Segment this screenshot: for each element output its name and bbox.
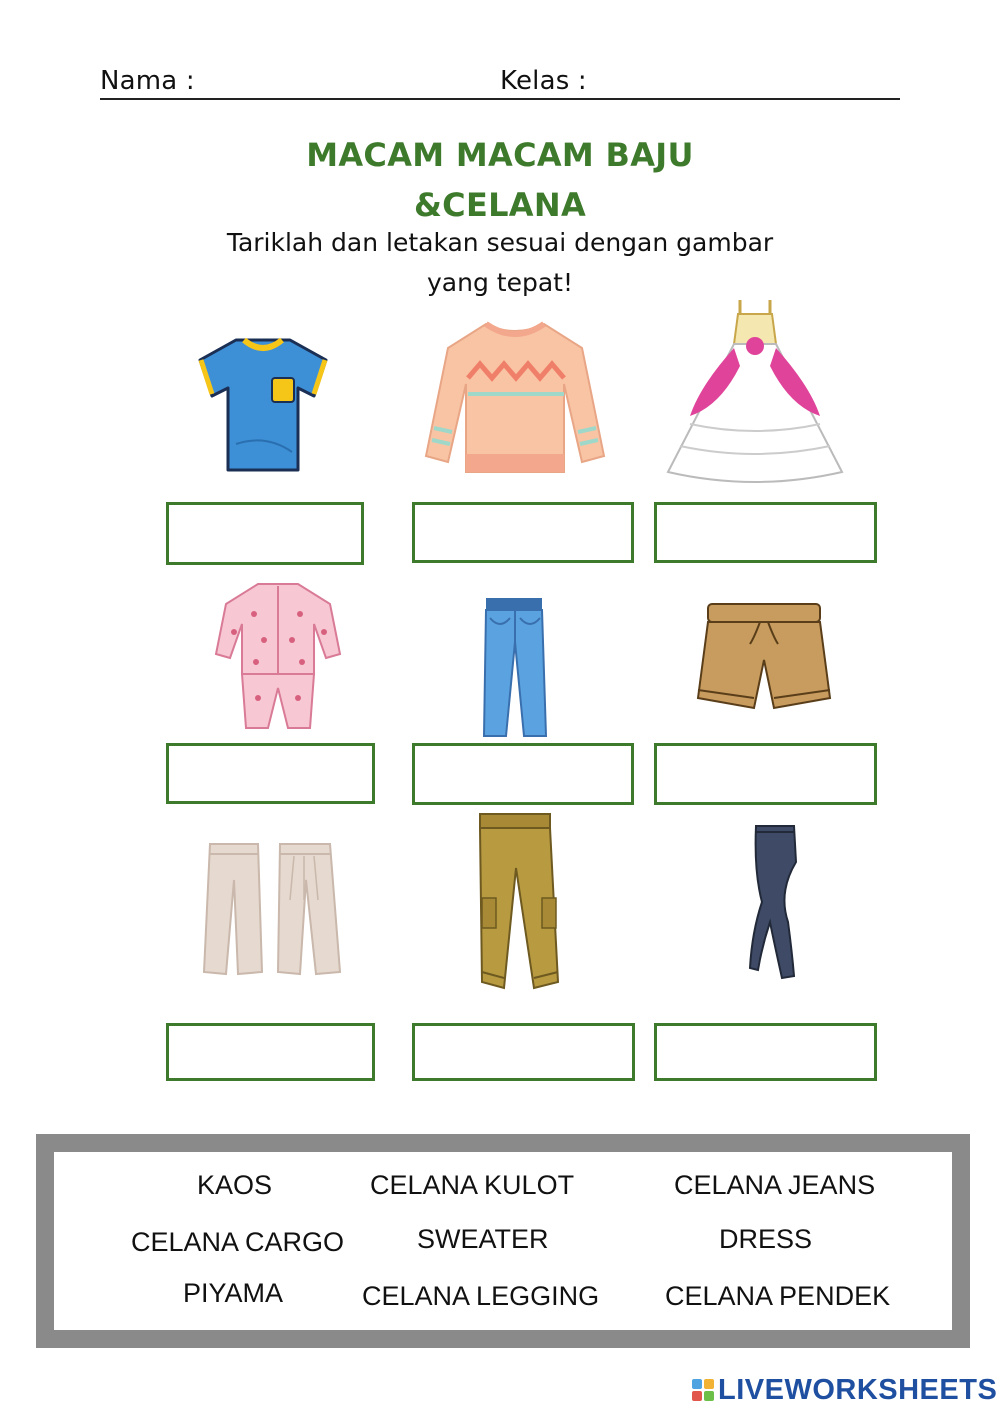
answer-box-9[interactable] — [654, 1023, 877, 1081]
header-underline — [100, 98, 900, 100]
liveworksheets-brand[interactable] — [692, 1374, 997, 1406]
word-celana-kulot[interactable]: CELANA KULOT — [370, 1170, 575, 1200]
worksheet-title-line1: MACAM MACAM BAJU — [306, 136, 694, 174]
class-label: Kelas : — [500, 66, 587, 96]
answer-box-4[interactable] — [166, 743, 375, 804]
liveworksheets-logo-icon — [692, 1379, 714, 1401]
answer-box-1[interactable] — [166, 502, 364, 565]
word-dress[interactable]: DRESS — [719, 1224, 813, 1254]
word-sweater[interactable]: SWEATER — [417, 1224, 549, 1254]
leggings-icon — [748, 822, 802, 982]
word-celana-pendek[interactable]: CELANA PENDEK — [665, 1281, 891, 1311]
brand-text: LIVEWORKSHEETS — [718, 1373, 998, 1406]
dress-icon — [660, 296, 850, 486]
answer-box-3[interactable] — [654, 502, 877, 563]
answer-box-5[interactable] — [412, 743, 634, 805]
word-piyama[interactable]: PIYAMA — [183, 1278, 284, 1308]
word-celana-jeans[interactable]: CELANA JEANS — [674, 1170, 876, 1200]
culottes-icon — [200, 840, 344, 978]
word-kaos[interactable]: KAOS — [197, 1170, 273, 1200]
instruction-line2: yang tepat! — [427, 268, 573, 297]
name-label: Nama : — [100, 66, 195, 96]
answer-box-6[interactable] — [654, 743, 877, 805]
cargo-pants-icon — [474, 812, 562, 996]
jeans-icon — [480, 596, 548, 742]
answer-box-7[interactable] — [166, 1023, 375, 1081]
answer-box-8[interactable] — [412, 1023, 635, 1081]
sweater-icon — [424, 318, 606, 478]
word-celana-cargo[interactable]: CELANA CARGO — [131, 1227, 345, 1257]
word-celana-legging[interactable]: CELANA LEGGING — [362, 1281, 600, 1311]
worksheet-title-line2: &CELANA — [413, 186, 587, 224]
pajamas-icon — [214, 578, 342, 734]
answer-box-2[interactable] — [412, 502, 634, 563]
shorts-icon — [694, 598, 834, 718]
t-shirt-icon — [196, 334, 330, 474]
instruction-line1: Tariklah dan letakan sesuai dengan gambar — [226, 228, 774, 257]
